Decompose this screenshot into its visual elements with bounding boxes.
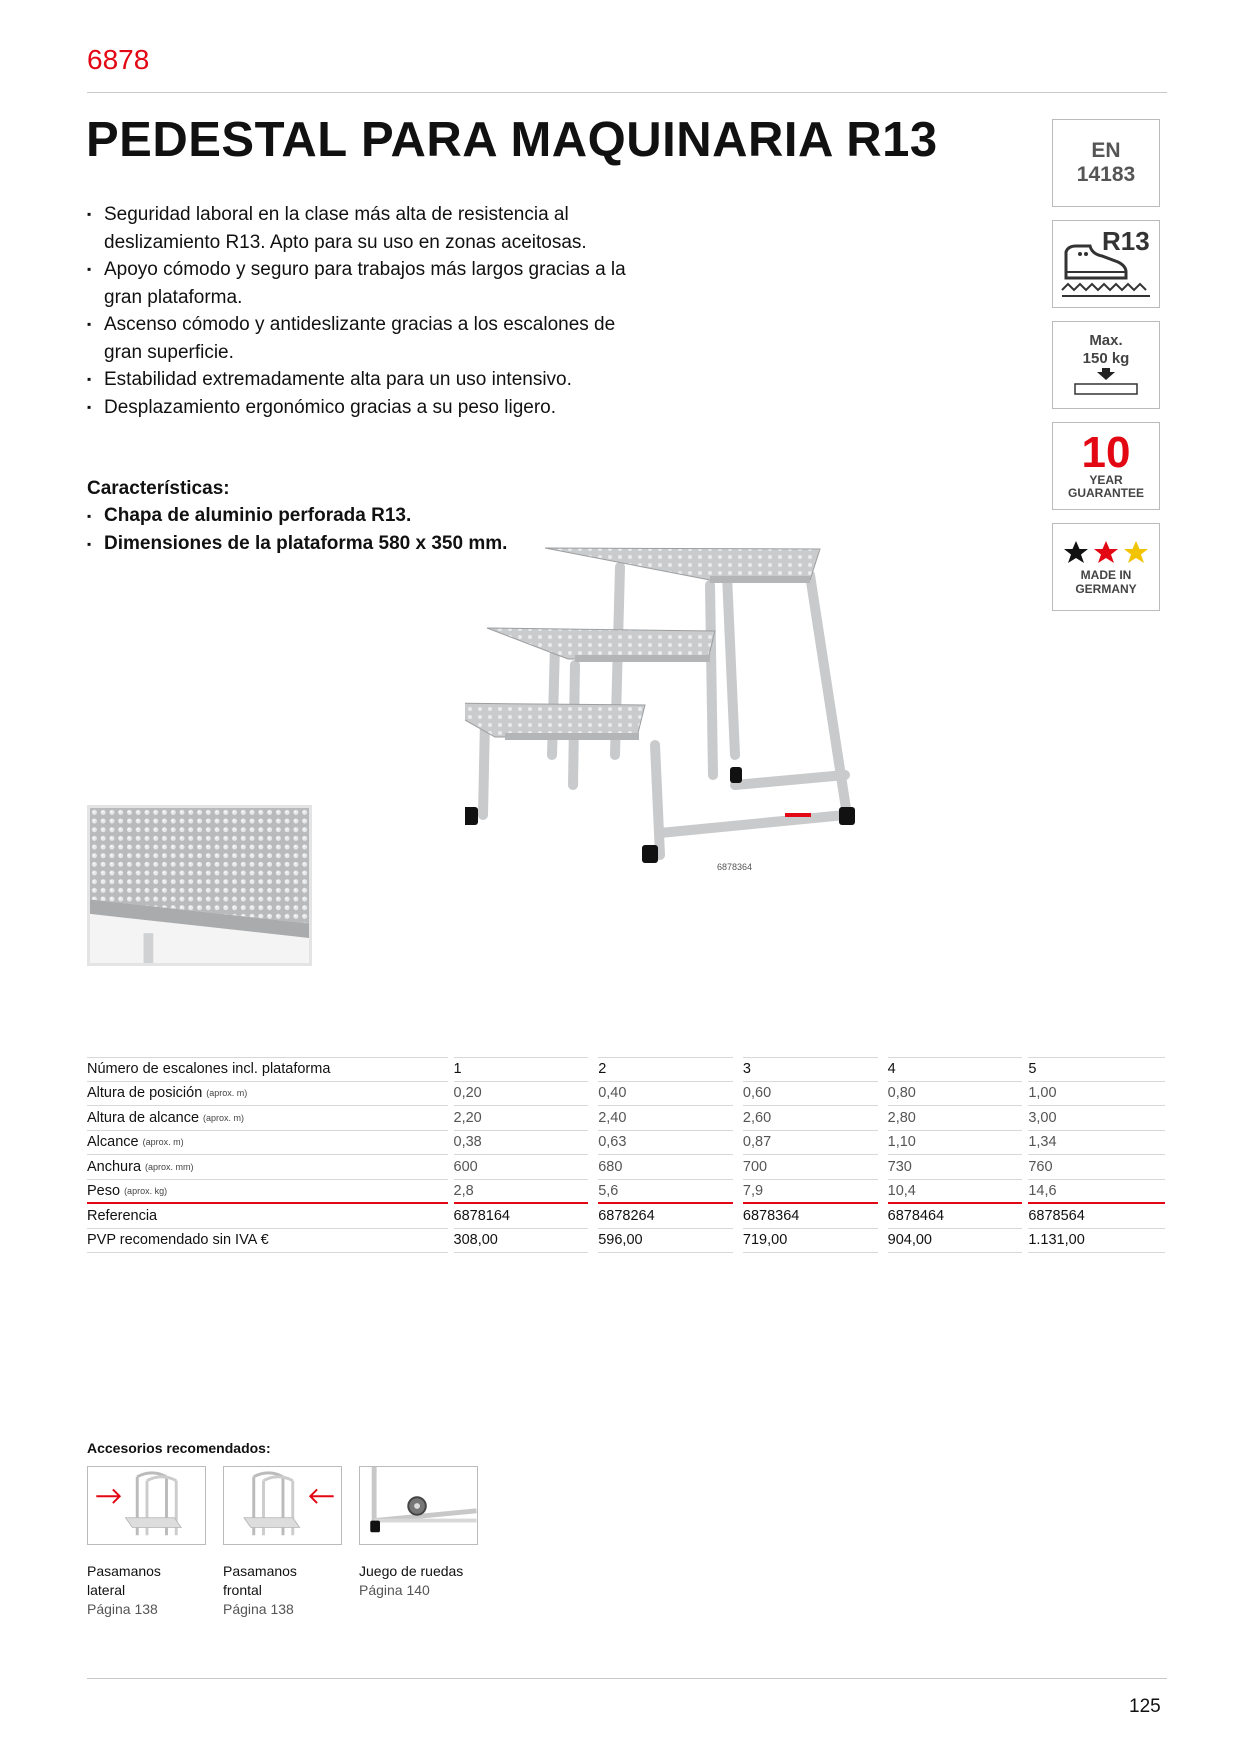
accessory-name: Pasamanos [87,1563,161,1579]
table-cell: 1,34 [1028,1131,1165,1156]
made-in-label: MADE IN [1080,568,1132,582]
row-label: Altura de alcance [87,1109,200,1126]
table-cell: 2,40 [598,1106,733,1131]
benefit-item: ▪ Ascenso cómodo y antideslizante gracias a los escalones de gran superficie. [87,311,657,366]
row-label: PVP recomendado sin IVA € [87,1232,269,1249]
table-cell: 7,9 [743,1180,878,1205]
table-row [87,1131,1165,1156]
table-cell: 6878264 [598,1204,733,1229]
en-label: EN [1091,139,1121,162]
certification-badges [1052,119,1160,624]
max-load-badge [1052,321,1160,409]
row-label: Alcance [87,1134,139,1151]
table-cell: 2,80 [888,1106,1023,1131]
table-row [87,1155,1165,1180]
guarantee-label: GUARANTEE [1067,486,1144,500]
table-row [87,1082,1165,1107]
table-cell: 730 [888,1155,1023,1180]
benefit-item: ▪ Seguridad laboral en la clase más alta de resistencia al deslizamiento R13. Apto para su uso en zonas aceitosas. [87,201,657,256]
page-title: PEDESTAL PARA MAQUINARIA R13 [86,113,938,167]
feature-item: ▪ Chapa de aluminio perforada R13. [87,502,507,530]
feature-item: ▪ Dimensiones de la plataforma 580 x 350 mm. [87,530,507,558]
guarantee-years: 10 [1081,428,1131,477]
page-number: 125 [1129,1696,1161,1717]
table-cell: 0,38 [454,1131,589,1156]
table-cell: 760 [1028,1155,1165,1180]
product-image [465,545,965,875]
table-cell: 6878464 [888,1204,1023,1229]
table-cell: 5,6 [598,1180,733,1205]
table-cell: 3 [743,1057,878,1082]
table-cell: 680 [598,1155,733,1180]
table-cell: 6878364 [743,1204,878,1229]
svg-text:R13: R13 [1102,226,1150,256]
en-number: 14183 [1076,163,1136,186]
table-cell: 10,4 [888,1180,1023,1205]
table-cell: 0,87 [743,1131,878,1156]
table-cell: 600 [454,1155,589,1180]
accessory-page: Página 140 [359,1582,430,1598]
table-cell: 2,60 [743,1106,878,1131]
table-cell: 904,00 [888,1229,1023,1254]
table-cell: 0,63 [598,1131,733,1156]
benefit-item: ▪ Apoyo cómodo y seguro para trabajos más largos gracias a la gran plataforma. [87,256,657,311]
table-cell: 1,00 [1028,1082,1165,1107]
max-label: Max. [1089,332,1123,349]
table-cell: 0,60 [743,1082,878,1107]
table-cell: 3,00 [1028,1106,1165,1131]
table-cell: 308,00 [454,1229,589,1254]
benefit-item: ▪ Desplazamiento ergonómico gracias a su peso ligero. [87,394,657,422]
accessory-page: Página 138 [223,1601,294,1617]
guarantee-badge [1052,422,1160,510]
row-label: Referencia [87,1207,158,1224]
accessory-side-handrail[interactable] [87,1466,207,1619]
accessory-thumbnail [359,1466,478,1545]
made-in-germany-badge [1052,523,1160,611]
table-cell: 1.131,00 [1028,1229,1165,1254]
detail-image [87,805,312,966]
table-cell: 1 [454,1057,589,1082]
row-unit: (aprox. m) [206,1088,248,1099]
table-cell: 14,6 [1028,1180,1165,1205]
row-unit: (aprox. m) [142,1137,184,1148]
table-row [87,1180,1165,1205]
row-unit: (aprox. kg) [124,1185,168,1196]
table-row [87,1057,1165,1082]
guarantee-year-label: YEAR [1089,473,1123,487]
benefit-list [87,201,657,421]
accessory-name: frontal [223,1582,262,1598]
features-list [87,502,507,558]
accessory-thumbnail [223,1466,342,1545]
bottom-divider [87,1678,1167,1679]
benefit-item: ▪ Estabilidad extremadamente alta para un uso intensivo. [87,366,657,394]
table-cell: 0,80 [888,1082,1023,1107]
table-cell: 700 [743,1155,878,1180]
star-icons [1061,538,1151,568]
image-reference: 6878364 [717,862,753,872]
table-row [87,1229,1165,1254]
germany-label: GERMANY [1075,582,1137,596]
table-cell: 0,40 [598,1082,733,1107]
table-cell: 2,8 [454,1180,589,1205]
r13-slip-badge [1052,220,1160,308]
table-cell: 5 [1028,1057,1165,1082]
table-cell: 6878564 [1028,1204,1165,1229]
accessory-wheel-set[interactable] [359,1466,479,1600]
accessory-name: Juego de ruedas [359,1563,464,1579]
top-divider [87,92,1167,93]
row-unit: (aprox. mm) [145,1161,194,1172]
table-row [87,1204,1165,1229]
max-load-value: 150 kg [1082,350,1130,367]
row-label: Peso [87,1182,121,1199]
row-label: Altura de posición [87,1085,203,1102]
row-unit: (aprox. m) [203,1112,245,1123]
safety-shoe-icon [1056,224,1156,304]
row-label: Anchura [87,1158,142,1175]
table-cell: 6878164 [454,1204,589,1229]
table-cell: 1,10 [888,1131,1023,1156]
accessory-name: lateral [87,1582,126,1598]
table-cell: 2 [598,1057,733,1082]
table-row [87,1106,1165,1131]
row-label: Número de escalones incl. plataforma [87,1061,331,1078]
table-cell: 4 [888,1057,1023,1082]
accessory-thumbnail [87,1466,206,1545]
table-cell: 596,00 [598,1229,733,1254]
accessory-page: Página 138 [87,1601,158,1617]
accessories-heading: Accesorios recomendados: [87,1440,271,1456]
features-heading: Características: [87,478,230,499]
table-cell: 0,20 [454,1082,589,1107]
table-cell: 719,00 [743,1229,878,1254]
load-arrow-icon [1071,368,1141,398]
en-norm-badge [1052,119,1160,207]
product-code: 6878 [87,44,150,75]
table-cell: 2,20 [454,1106,589,1131]
accessory-front-handrail[interactable] [223,1466,343,1619]
accessory-name: Pasamanos [223,1563,297,1579]
spec-table [87,1057,1165,1253]
